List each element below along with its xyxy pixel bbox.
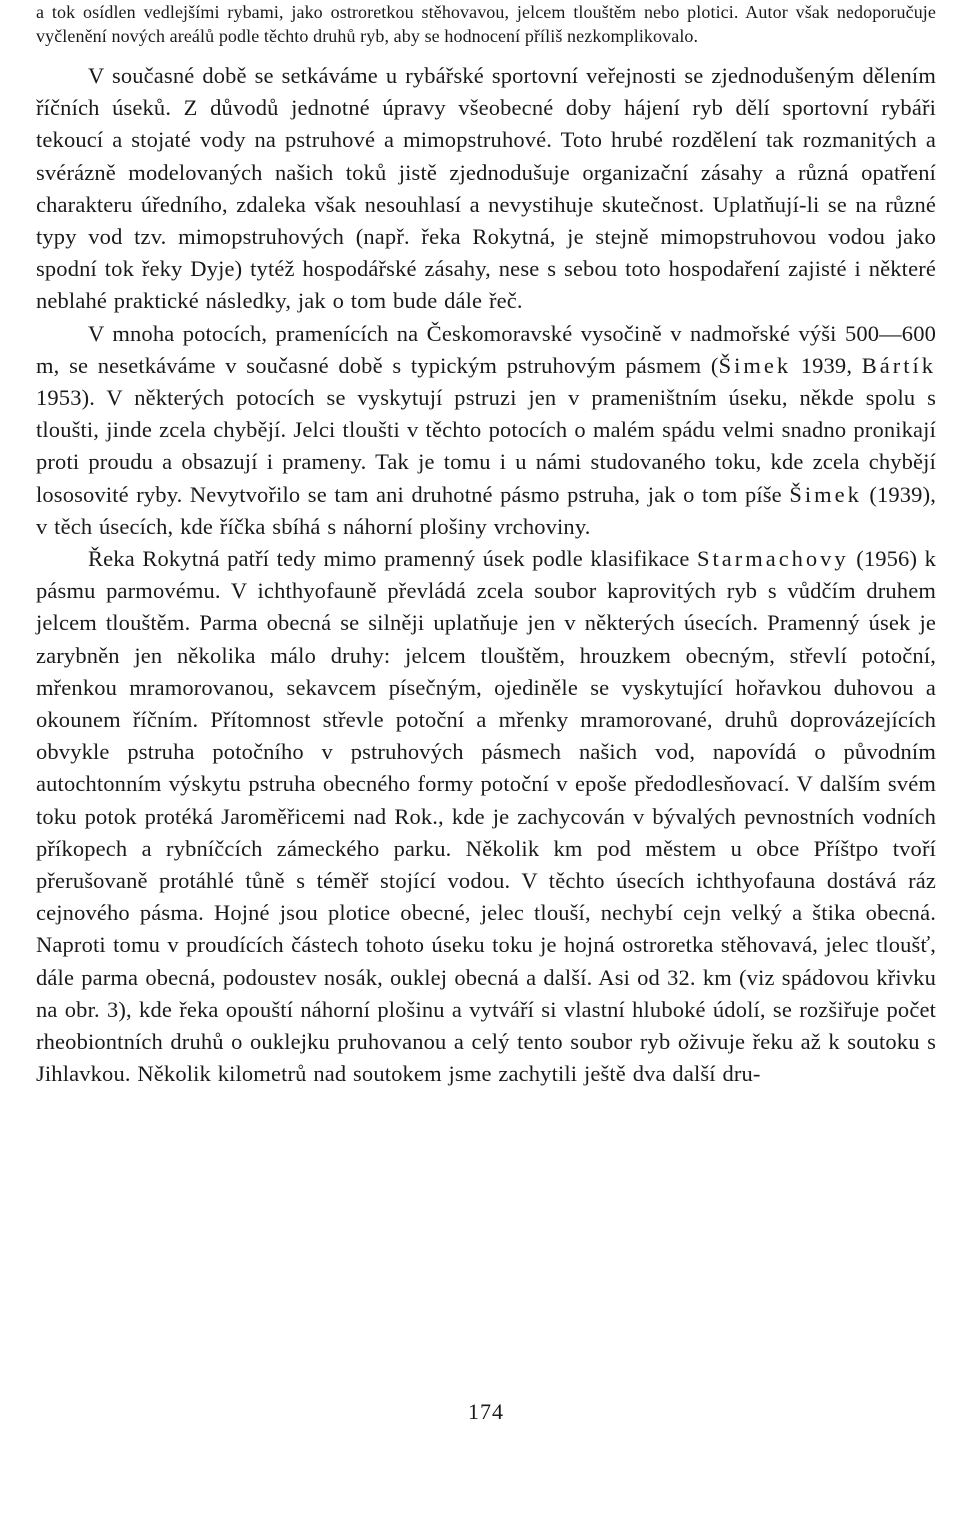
text-run: V mnoha potocích, pramenících na Českomoravské vysočině v nadmořské výši 500—600 m, se nesetkáváme v současné době s typickým pstruhovým pásmem ( (36, 320, 936, 378)
text-run: Řeka Rokytná patří tedy mimo pramenný úsek podle klasifikace (88, 546, 697, 572)
paragraph-sport-fishing-division: V současné době se setkáváme u rybářské sportovní veřejnosti se zjednodušeným dělením říčních úseků. Z důvodů jednotné úpravy všeobecné doby hájení ryb dělí sportovní rybáři tekoucí a stojaté vody na pstruhové a mimopstruhové. Toto hrubé rozdělení tak rozmanitých a svérázně modelovaných našich toků jistě zjednodušuje organizační zásahy a různá opatření charakteru úředního, zdaleka však nesouhlasí a nevystihuje skutečnost. Uplatňují-li se na různé typy vod tzv. mimopstruhových (např. řeka Rokytná, je stejně mimopstruhovou vodou jako spodní tok řeky Dyje) tytéž hospodářské zásahy, nese s sebou toto hospodaření zajisté i některé neblahé praktické následky, jak o tom bude dále řeč. (36, 63, 936, 314)
text-run: (1939), v těch úsecích, kde říčka sbíhá s náhorní plošiny vrchoviny. (36, 481, 937, 539)
author-citation: Šimek (718, 352, 792, 378)
text-run: (1956) k pásmu parmovému. V ichthyofauně převládá zcela soubor kaprovitých ryb s vůdčím druhem jelcem tlouštěm. Parma obecná se silněji uplatňuje jen v některých úsecích. Pramenný úsek je zarybněn jen několika málo druhy: jelcem tlouštěm, hrouzkem obecným, střevlí potoční, mřenkou mramorovanou, sekavcem písečným, ojediněle se vyskytující hořavkou duhovou a okounem říčním. Přítomnost střevle potoční a mřenky mramorované, druhů doprovázejících obvykle pstruha potočního v pstruhových pásmech našich vod, napovídá o původním autochtonním výskytu pstruha obecného formy potoční v epoše předodlesňovací. V dalším svém toku potok protéká Jaroměřicemi nad Rok., kde je zachycován v bývalých pevnostních vodních příkopech a rybníčcích zámeckého parku. Několik km pod městem u obce Příštpo tvoří přerušovaně protáhlé tůně s téměř stojící vodou. V těchto úsecích ichthyofauna dostává ráz cejnového pásma. Hojné jsou plotice obecné, jelec tlouší, nechybí cejn velký a štika obecná. Naproti tomu v proudících částech tohoto úseku toku je hojná ostroretka stěhovavá, jelec tloušť, dále parma obecná, podoustev nosák, ouklej obecná a další. Asi od 32. km (viz spádovou křivku na obr. 3), kde řeka opouští náhorní plošinu a vytváří si vlastní hluboké údolí, se rozšiřuje počet rheobiontních druhů o ouklejku pruhovanou a celý tento soubor ryb oživuje řeku až k soutoku s Jihlavkou. Několik kilometrů nad soutokem jsme zachytili ještě dva další dru- (36, 546, 936, 1087)
body-text (36, 60, 936, 1091)
paragraph-vysocina-streams (36, 318, 936, 543)
paragraph-continuation: a tok osídlen vedlejšími rybami, jako ostroretkou stěhovavou, jelcem tlouštěm nebo plotici. Autor však nedoporučuje vyčlenění nových areálů podle těchto druhů ryb, aby se hodnocení příliš nezkomplikovalo. (36, 2, 936, 46)
author-citation: Starmachovy (696, 546, 849, 572)
paragraph-rokytna-river (36, 543, 936, 1090)
document-page (36, 0, 936, 1518)
text-run: 1953). V některých potocích se vyskytují pstruzi jen v prameništním úseku, někde spolu s tloušti, jinde zcela chybějí. Jelci tloušti v těchto potocích o malém spádu velmi snadno pronikají proti proudu a obsazují i prameny. Tak je tomu i u námi studovaného toku, kde zcela chybějí lososovité ryby. Nevytvořilo se tam ani druhotné pásmo pstruha, jak o tom píše (36, 385, 936, 507)
author-citation: Šimek (789, 481, 862, 507)
text-run: 1939, (791, 352, 862, 378)
author-citation: Bártík (861, 352, 936, 378)
page-number: 174 (468, 1399, 504, 1424)
